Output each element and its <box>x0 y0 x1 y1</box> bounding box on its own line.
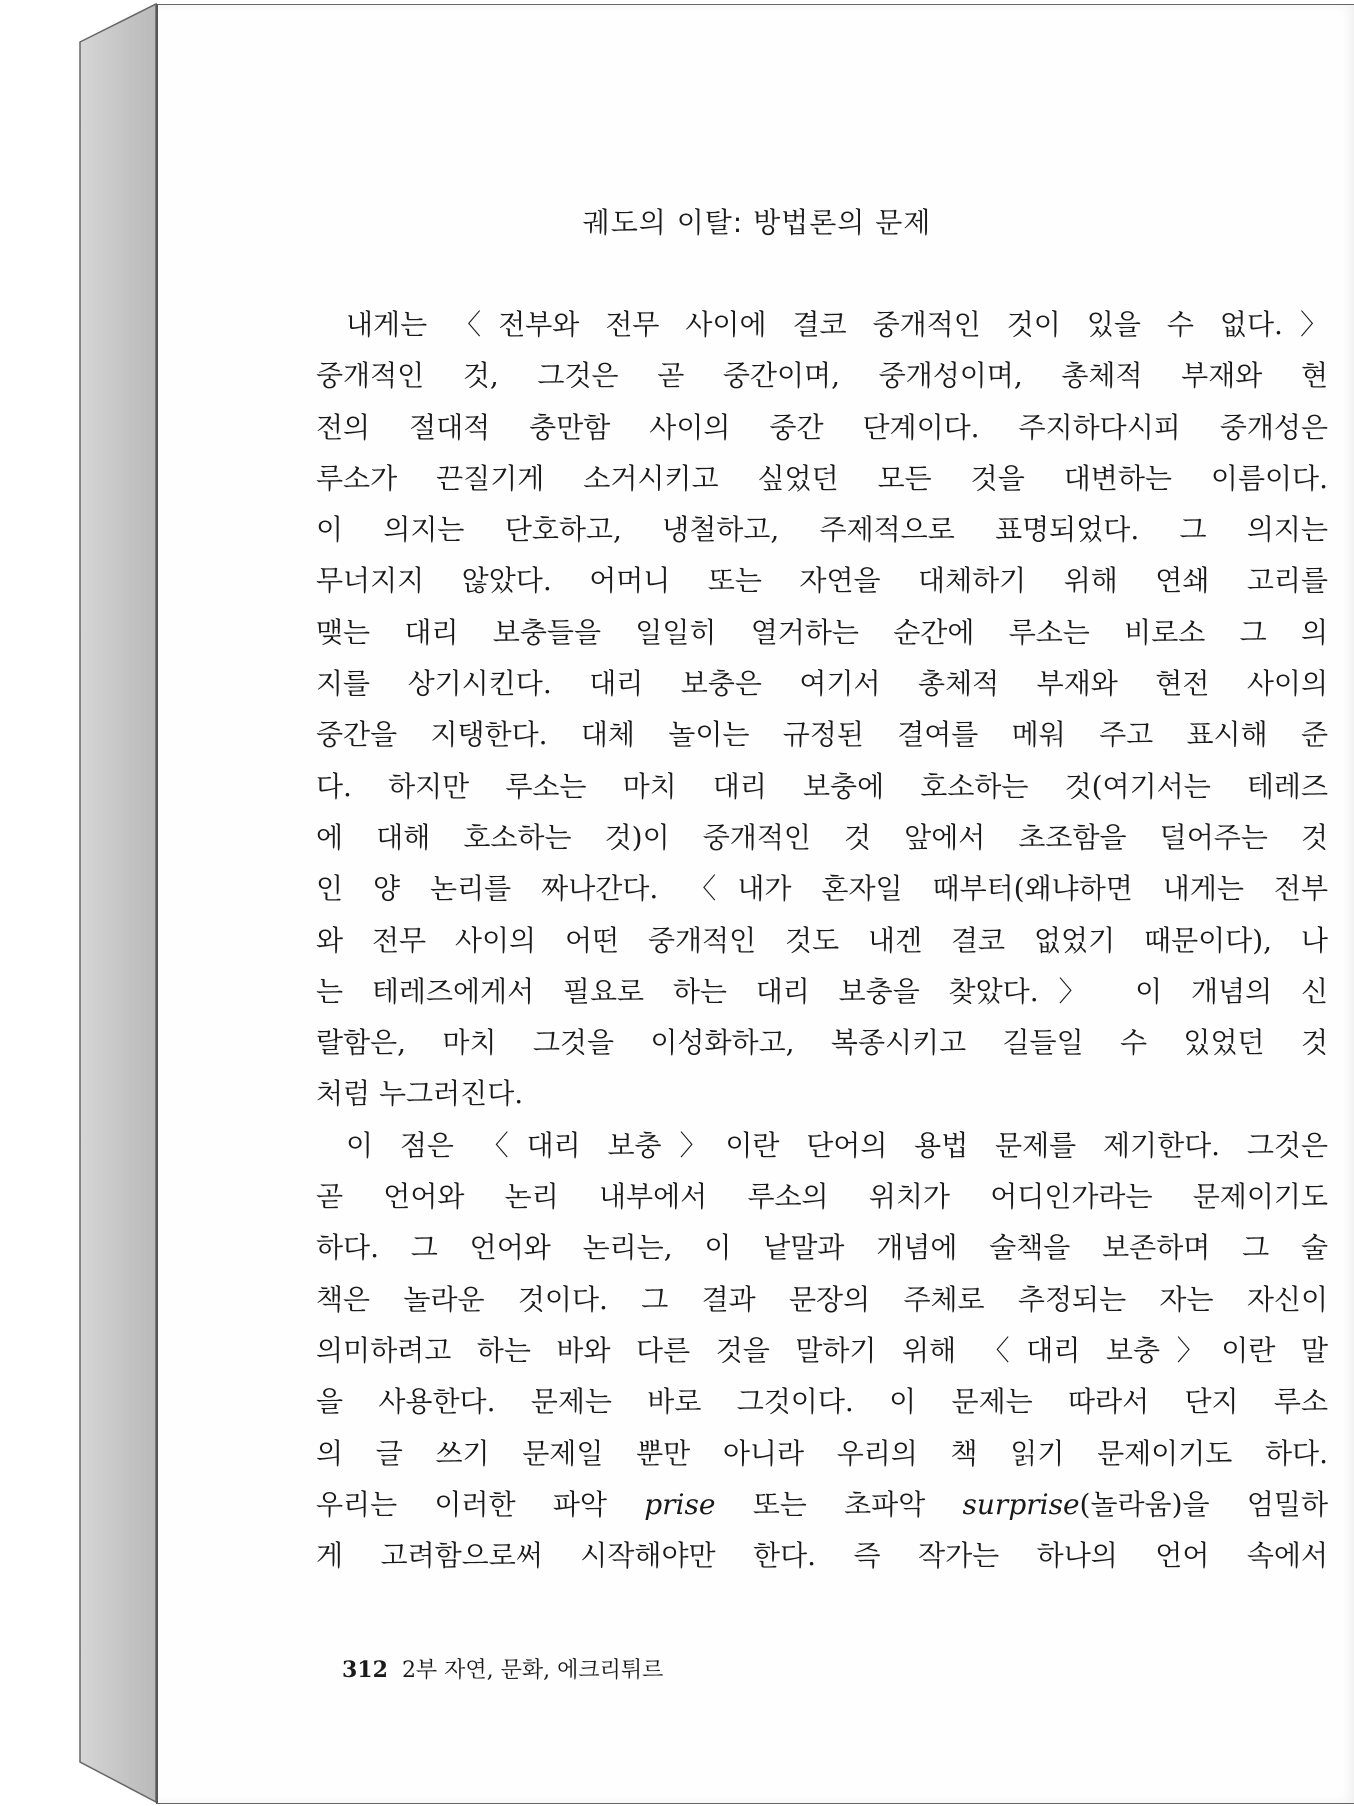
text-line: 에 대해 호소하는 것)이 중개적인 것 앞에서 초조함을 덜어주는 것 <box>316 820 1328 854</box>
text-line: 게 고려함으로써 시작해야만 한다. 즉 작가는 하나의 언어 속에서 <box>316 1539 1328 1573</box>
text-line: 처럼 누그러진다. <box>316 1077 524 1111</box>
text-line: 루소가 끈질기게 소거시키고 싶었던 모든 것을 대변하는 이름이다. <box>316 461 1328 495</box>
text-line: 랄함은, 마치 그것을 이성화하고, 복종시키고 길들일 수 있었던 것 <box>316 1026 1328 1060</box>
book-page <box>156 4 1354 1804</box>
text-line: 중간을 지탱한다. 대체 놀이는 규정된 결여를 메워 주고 표시해 준 <box>316 718 1328 752</box>
foreign-term-prise: prise <box>644 1487 716 1521</box>
running-head: 2부 자연, 문화, 에크리튀르 <box>401 1658 664 1683</box>
text-line: 와 전무 사이의 어떤 중개적인 것도 내겐 결코 없었기 때문이다), 나 <box>316 923 1328 957</box>
text-line: 이 의지는 단호하고, 냉철하고, 주제적으로 표명되었다. 그 의지는 <box>316 513 1328 547</box>
text-line: 을 사용한다. 문제는 바로 그것이다. 이 문제는 따라서 단지 루소 <box>316 1385 1328 1419</box>
chapter-title: 궤도의 이탈: 방법론의 문제 <box>582 206 932 239</box>
text-line-mixed <box>316 1479 1328 1530</box>
text-segment: 우리는 이러한 파악 <box>316 1487 645 1521</box>
text-line: 전의 절대적 충만함 사이의 중간 단계이다. 주지하다시피 중개성은 <box>316 410 1328 444</box>
text-line: 지를 상기시킨다. 대리 보충은 여기서 총체적 부재와 현전 사이의 <box>316 667 1328 701</box>
text-line: 의미하려고 하는 바와 다른 것을 말하기 위해 〈대리 보충〉이란 말 <box>316 1333 1328 1367</box>
page-footer <box>342 1653 663 1684</box>
text-line: 곧 언어와 논리 내부에서 루소의 위치가 어디인가라는 문제이기도 <box>316 1180 1328 1214</box>
foreign-term-surprise: surprise <box>962 1487 1080 1521</box>
text-line: 내게는 〈전부와 전무 사이에 결코 중개적인 것이 있을 수 없다.〉 <box>346 308 1328 341</box>
text-line: 이 점은 〈대리 보충〉이란 단어의 용법 문제를 제기한다. 그것은 <box>346 1128 1328 1162</box>
text-line: 는 테레즈에게서 필요로 하는 대리 보충을 찾았다.〉 이 개념의 신 <box>316 974 1328 1008</box>
body-text <box>316 299 1328 1581</box>
text-line: 다. 하지만 루소는 마치 대리 보충에 호소하는 것(여기서는 테레즈 <box>316 769 1328 803</box>
text-segment: 또는 초파악 <box>715 1487 963 1521</box>
book-spine-edge <box>0 0 160 1806</box>
page-number: 312 <box>342 1657 388 1683</box>
text-line: 책은 놀라운 것이다. 그 결과 문장의 주체로 추정되는 자는 자신이 <box>316 1282 1328 1316</box>
text-line: 중개적인 것, 그것은 곧 중간이며, 중개성이며, 총체적 부재와 현 <box>316 359 1328 393</box>
text-line: 하다. 그 언어와 논리는, 이 낱말과 개념에 술책을 보존하며 그 술 <box>316 1231 1328 1265</box>
text-line: 의 글 쓰기 문제일 뿐만 아니라 우리의 책 읽기 문제이기도 하다. <box>316 1436 1328 1470</box>
text-line: 맺는 대리 보충들을 일일히 열거하는 순간에 루소는 비로소 그 의 <box>316 615 1328 649</box>
text-line: 인 양 논리를 짜나간다. 〈내가 혼자일 때부터(왜냐하면 내게는 전부 <box>316 872 1328 906</box>
text-segment: (놀라움)을 엄밀하 <box>1079 1487 1328 1521</box>
text-line: 무너지지 않았다. 어머니 또는 자연을 대체하기 위해 연쇄 고리를 <box>316 564 1328 598</box>
